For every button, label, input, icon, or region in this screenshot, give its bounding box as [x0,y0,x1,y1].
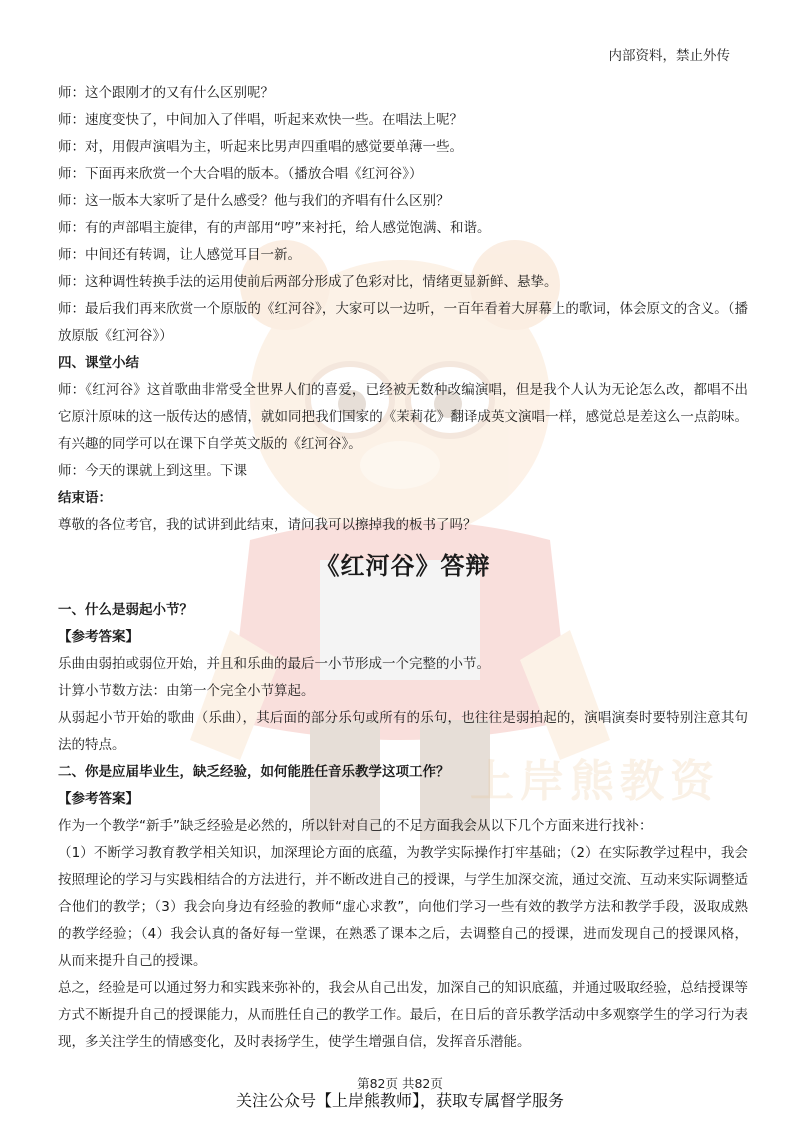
summary-paragraph: 师：《红河谷》这首歌曲非常受全世界人们的喜爱，已经被无数种改编演唱，但是我个人认为无论怎么改，都唱不出它原汁原味的这一版传达的感情，就如同把我们国家的《茉莉花》翻译成英文演唱一样，感觉总是差这么一点韵味。有兴趣的同学可以在课下自学英文版的《红河谷》。 [58,382,748,452]
answer-2-line: 作为一个教学“新手”缺乏经验是必然的，所以针对自己的不足方面我会从以下几个方面来进行找补： [58,818,653,834]
document-body [58,80,748,1056]
dialogue-line: 师：中间还有转调，让人感觉耳目一新。 [58,247,301,263]
closing-heading: 结束语： [58,490,112,506]
closing-text: 尊敬的各位考官，我的试讲到此结束，请问我可以擦掉我的板书了吗？ [58,517,477,533]
answer-1-line: 计算小节数方法：由第一个完全小节算起。 [58,683,315,699]
dialogue-line: 师：对，用假声演唱为主，听起来比男声四重唱的感觉要单薄一些。 [58,139,463,155]
summary-heading: 四、课堂小结 [58,355,139,371]
page-number: 第82页 共82页 [357,1076,443,1091]
footer-note: 关注公众号【上岸熊教师】，获取专属督学服务 [235,1091,564,1110]
answer-2-line: （1）不断学习教育教学相关知识，加深理论方面的底蕴，为教学实际操作打牢基础；（2）在实际教学过程中，我会按照理论的学习与实践相结合的方法进行，并不断改进自己的授课，与学生加深交流，通过交流、互动来实际调整适合他们的教学；（3）我会向身边有经验的教师“虚心求教”，向他们学习一些有效的教学方法和教学手段，汲取成熟的教学经验；（4）我会认真的备好每一堂课，在熟悉了课本之后，去调整自己的授课，进而发现自己的授课风格，从而来提升自己的授课。 [58,845,748,969]
dialogue-line: 师：速度变快了，中间加入了伴唱，听起来欢快一些。在唱法上呢？ [58,112,463,128]
dialogue-line: 师：这种调性转换手法的运用使前后两部分形成了色彩对比，情绪更显新鲜、悬挚。 [58,274,558,290]
answer-1-line: 从弱起小节开始的歌曲（乐曲），其后面的部分乐句或所有的乐句，也往往是弱拍起的，演唱演奏时要特别注意其句法的特点。 [58,710,748,753]
watermark-text: 上岸熊教资 [470,756,720,807]
header-note: 内部资料，禁止外传 [608,48,730,64]
summary-end-line: 师：今天的课就上到这里。下课 [58,463,247,479]
defense-title: 《红河谷》答辩 [315,552,491,580]
answer-label-2: 【参考答案】 [58,791,139,807]
answer-label-1: 【参考答案】 [58,629,139,645]
dialogue-line: 师：下面再来欣赏一个大合唱的版本。（播放合唱《红河谷》） [58,166,423,182]
dialogue-line: 师：这一版本大家听了是什么感受？他与我们的齐唱有什么区别？ [58,193,450,209]
dialogue-line: 师：最后我们再来欣赏一个原版的《红河谷》，大家可以一边听，一百年看着大屏幕上的歌词，体会原文的含义。（播放原版《红河谷》） [58,301,748,344]
answer-1-line: 乐曲由弱拍或弱位开始，并且和乐曲的最后一小节形成一个完整的小节。 [58,656,490,672]
dialogue-line: 师：这个跟刚才的又有什么区别呢？ [58,85,274,101]
question-2: 二、你是应届毕业生，缺乏经验，如何能胜任音乐教学这项工作？ [58,764,450,780]
dialogue-line: 师：有的声部唱主旋律，有的声部用“哼”来衬托，给人感觉饱满、和谐。 [58,220,491,236]
question-1: 一、什么是弱起小节？ [58,602,193,618]
answer-2-line: 总之，经验是可以通过努力和实践来弥补的，我会从自己出发，加深自己的知识底蕴，并通过吸取经验，总结授课等方式不断提升自己的授课能力，从而胜任自己的教学工作。最后，在日后的音乐教学活动中多观察学生的学习行为表现，多关注学生的情感变化，及时表扬学生，使学生增强自信，发挥音乐潜能。 [58,980,748,1050]
